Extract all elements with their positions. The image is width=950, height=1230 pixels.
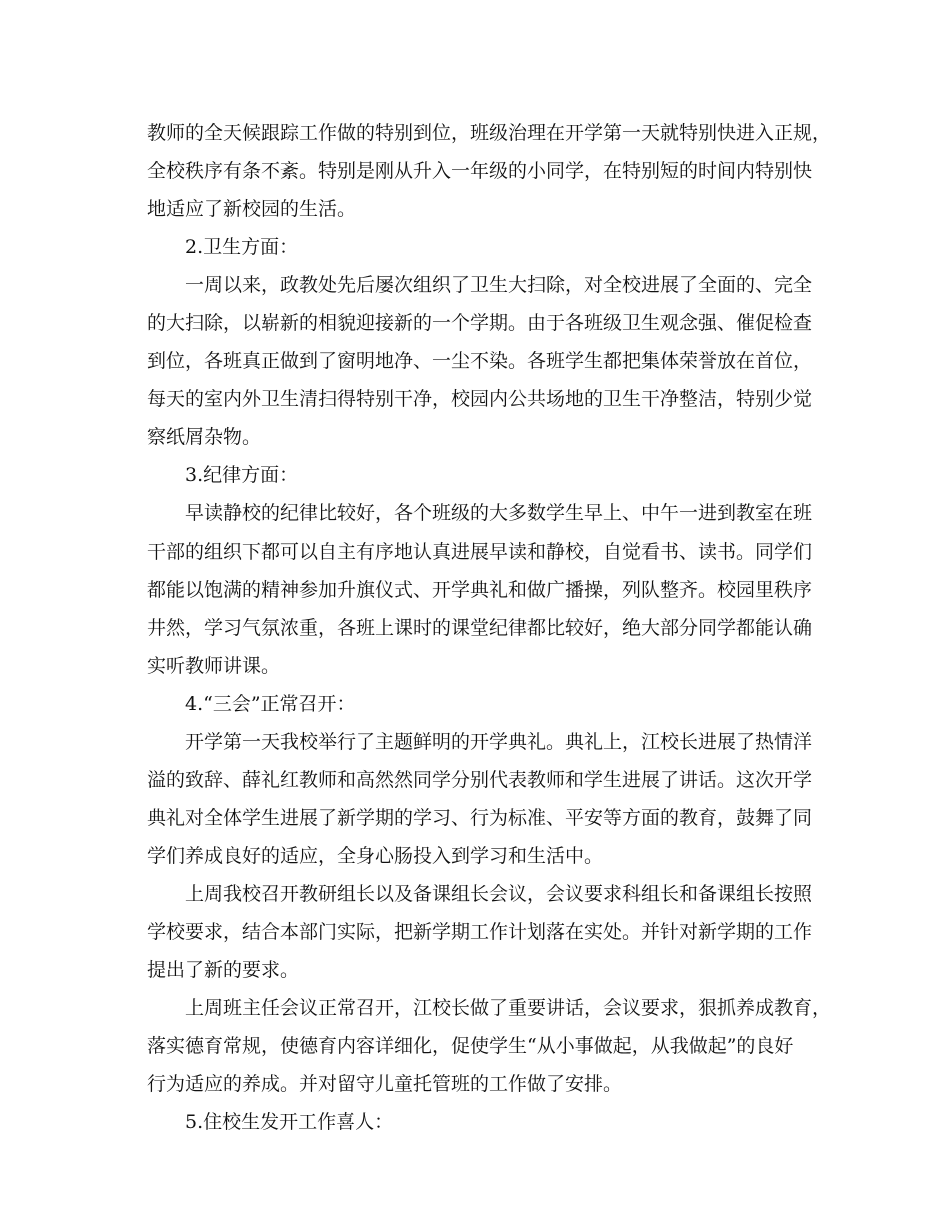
paragraph-line: 学校要求，结合本部门实际，把新学期工作计划落在实处。并针对新学期的工作: [147, 920, 813, 943]
paragraph-line: 的大扫除，以崭新的相貌迎接新的一个学期。由于各班级卫生观念强、催促检查: [147, 312, 813, 335]
paragraph-line: 学们养成良好的适应，全身心肠投入到学习和生活中。: [147, 844, 604, 867]
section-heading-discipline: 3.纪律方面：: [185, 464, 299, 487]
paragraph-line: 落实德育常规，使德育内容详细化，促使学生“从小事做起，从我做起”的良好: [147, 1035, 794, 1058]
paragraph-line: 教师的全天候跟踪工作做的特别到位，班级治理在开学第一天就特别快进入正规，: [147, 122, 832, 144]
paragraph-line: 一周以来，政教处先后屡次组织了卫生大扫除，对全校进展了全面的、完全: [185, 274, 813, 297]
paragraph-line: 上周班主任会议正常召开，江校长做了重要讲话，会议要求，狠抓养成教育，: [185, 997, 832, 1020]
section-heading-boarding: 5.住校生发开工作喜人：: [185, 1111, 394, 1134]
paragraph-line: 开学第一天我校举行了主题鲜明的开学典礼。典礼上，江校长进展了热情洋: [185, 730, 813, 753]
paragraph-line: 行为适应的养成。并对留守儿童托管班的工作做了安排。: [147, 1073, 623, 1096]
paragraph-line: 提出了新的要求。: [147, 959, 300, 982]
paragraph-line: 到位，各班真正做到了窗明地净、一尘不染。各班学生都把集体荣誉放在首位，: [147, 350, 813, 373]
paragraph-line: 井然，学习气氛浓重，各班上课时的课堂纪律都比较好，绝大部分同学都能认确: [147, 616, 813, 639]
paragraph-line: 早读静校的纪律比较好，各个班级的大多数学生早上、中午一进到教室在班: [185, 502, 813, 525]
paragraph-line: 都能以饱满的精神参加升旗仪式、开学典礼和做广播操，列队整齐。校园里秩序: [147, 578, 813, 601]
paragraph-line: 全校秩序有条不紊。特别是刚从升入一年级的小同学，在特别短的时间内特别快: [147, 160, 813, 183]
paragraph-line: 上周我校召开教研组长以及备课组长会议，会议要求科组长和备课组长按照: [185, 882, 813, 905]
paragraph-line: 地适应了新校园的生活。: [147, 198, 357, 221]
paragraph-line: 溢的致辞、薛礼红教师和高然然同学分别代表教师和学生进展了讲话。这次开学: [147, 768, 813, 791]
paragraph-line: 干部的组织下都可以自主有序地认真进展早读和静校，自觉看书、读书。同学们: [147, 540, 813, 563]
paragraph-line: 典礼对全体学生进展了新学期的学习、行为标准、平安等方面的教育，鼓舞了同: [147, 806, 813, 829]
paragraph-line: 实听教师讲课。: [147, 654, 281, 677]
section-heading-meetings: 4.“三会”正常召开：: [185, 692, 356, 715]
section-heading-hygiene: 2.卫生方面：: [185, 236, 299, 259]
paragraph-line: 察纸屑杂物。: [147, 426, 262, 449]
document-body: [147, 114, 832, 1141]
paragraph-line: 每天的室内外卫生清扫得特别干净，校园内公共场地的卫生干净整洁，特别少觉: [147, 388, 813, 411]
